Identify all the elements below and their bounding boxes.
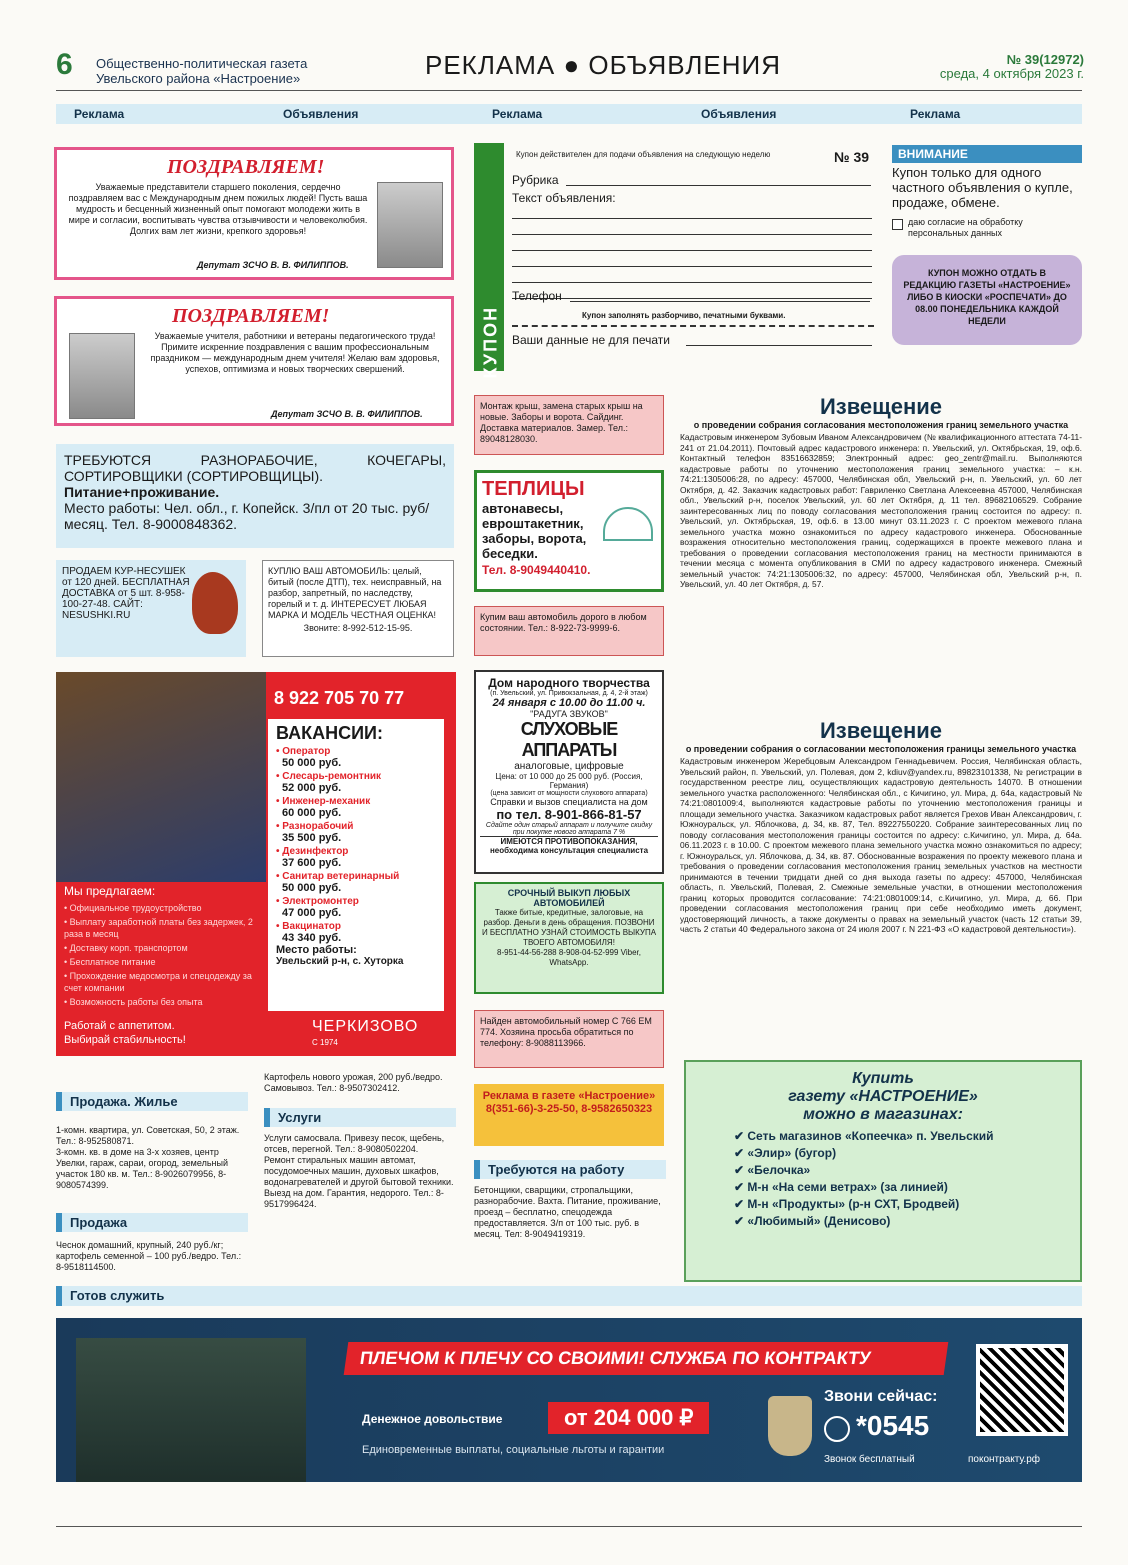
greenhouse-text: автонавесы, евроштакетник, заборы, ворота, беседки. bbox=[482, 501, 587, 561]
classifieds-mid bbox=[264, 1072, 456, 1210]
ad-text-label: Текст объявления: bbox=[512, 191, 616, 205]
call-label: Звони сейчас: bbox=[824, 1388, 938, 1405]
notice-1-title: Извещение bbox=[819, 394, 943, 419]
attention-text: Купон только для одного частного объявления о купле, продаже, обмене. bbox=[892, 165, 1073, 210]
strip-item: Реклама bbox=[74, 107, 125, 121]
rubric-label: Рубрика bbox=[512, 173, 559, 187]
vacancy-pay: 43 340 руб. bbox=[282, 932, 342, 944]
call-free: Звонок бесплатный bbox=[824, 1454, 915, 1465]
consent-checkbox[interactable] bbox=[892, 219, 903, 230]
list-item: Услуги самосвала. Привезу песок, щебень, отсев, перегной. Тел.: 8-9080502204. bbox=[264, 1133, 445, 1154]
shops-list bbox=[694, 1128, 1072, 1230]
congrats-title: ПОЗДРАВЛЯЕМ! bbox=[172, 305, 330, 327]
vacancy-pay: 60 000 руб. bbox=[282, 807, 342, 819]
attention-head: ВНИМАНИЕ bbox=[892, 145, 1082, 163]
phone-label: Телефон bbox=[512, 289, 562, 303]
classifieds-left bbox=[56, 1084, 248, 1273]
deputy-photo bbox=[69, 333, 135, 419]
bottom-rule bbox=[56, 1526, 1082, 1527]
greenhouse-phone: Тел. 8-9049440410. bbox=[482, 563, 591, 577]
list-item: 1-комн. квартира, ул. Советская, 50, 2 этаж. Тел.: 8-952580871. bbox=[56, 1125, 240, 1146]
soldiers-photo bbox=[76, 1338, 306, 1482]
hearing-trade: Сдайте один старый аппарат и получите скидку при покупке нового аппарата 7 % bbox=[485, 822, 653, 836]
vacancy-pay: 50 000 руб. bbox=[282, 882, 342, 894]
shops-title-2: газету «НАСТРОЕНИЕ» bbox=[788, 1088, 978, 1105]
cherkizovo-ad bbox=[56, 672, 456, 1056]
shops-title-1: Купить bbox=[852, 1070, 914, 1087]
paper-name bbox=[96, 56, 307, 86]
ad-info bbox=[474, 1084, 664, 1146]
rubric-field[interactable] bbox=[566, 185, 871, 186]
work-place-label: Место работы: bbox=[276, 944, 357, 956]
strip-item: Реклама bbox=[910, 107, 961, 121]
buy-car-ad-2 bbox=[474, 606, 664, 656]
army-site: поконтракту.рф bbox=[968, 1454, 1040, 1465]
work-place: Увельский р-н, с. Хуторка bbox=[276, 956, 404, 967]
vacancy-pay: 47 000 руб. bbox=[282, 907, 342, 919]
list-item: Бетонщики, сварщики, стропальщики, разнорабочие. Вахта. Питание, проживание, проезд – бесплатно, спецодежда предоставляется. З/п от 100 тыс. руб. в месяц. Тел: 8-9049419319. bbox=[474, 1185, 661, 1239]
section-services: Услуги bbox=[264, 1108, 456, 1127]
congrats-sign: Депутат ЗСЧО В. В. ФИЛИППОВ. bbox=[271, 409, 423, 419]
car-buyout-phone: 8-951-44-56-288 8-908-04-52-999 Viber, WhatsApp. bbox=[497, 948, 641, 967]
vacancy-panel bbox=[268, 686, 444, 1006]
vacancy-pay: 50 000 руб. bbox=[282, 757, 342, 769]
greenhouse-title: ТЕПЛИЦЫ bbox=[482, 478, 585, 500]
hearing-date: 24 января с 10.00 до 11.00 ч. bbox=[492, 697, 646, 709]
offer-item: • Бесплатное питание bbox=[64, 957, 156, 967]
offer-item: • Официальное трудоустройство bbox=[64, 903, 202, 913]
qr-code bbox=[976, 1344, 1068, 1436]
offer-item: • Выплату заработной платы без задержек, 2 раза в месяц bbox=[64, 917, 253, 939]
slogan-2: Выбирай стабильность! bbox=[64, 1034, 186, 1046]
ad-text-field[interactable] bbox=[512, 203, 872, 303]
workers-line1: ТРЕБУЮТСЯ РАЗНОРАБОЧИЕ, КОЧЕГАРЫ, СОРТИРОВЩИКИ (СОРТИРОВЩИЦЫ). bbox=[64, 452, 446, 484]
hearing-price: Цена: от 10 000 до 25 000 руб. (Россия, Германия) bbox=[495, 772, 643, 790]
notice-1 bbox=[680, 394, 1082, 590]
brand-name: ЧЕРКИЗОВО bbox=[312, 1018, 419, 1035]
shop-item: ✔ «Элир» (бугор) bbox=[734, 1146, 837, 1160]
roof-text: Монтаж крыш, замена старых крыш на новые. Заборы и ворота. Сайдинг. Доставка материалов. Замер. Тел.: 89048128030. bbox=[480, 401, 643, 444]
shops-ad bbox=[684, 1060, 1082, 1282]
car-buyout-title: СРОЧНЫЙ ВЫКУП ЛЮБЫХ АВТОМОБИЛЕЙ bbox=[507, 888, 631, 908]
private-label: Ваши данные не для печати bbox=[512, 333, 671, 347]
pay-label: Денежное довольствие bbox=[362, 1412, 503, 1426]
pay-amount: от 204 000 ₽ bbox=[548, 1402, 709, 1434]
workers-line3: Место работы: Чел. обл., г. Копейск. 3/пл от 20 тыс. руб/месяц. Тел. 8-9000848362. bbox=[64, 500, 430, 532]
section-housing: Продажа. Жилье bbox=[56, 1092, 248, 1111]
call-number: *0545 bbox=[856, 1410, 930, 1441]
hearing-phone: по тел. 8-901-866-81-57 bbox=[496, 807, 642, 822]
hearing-sub: аналоговые, цифровые bbox=[514, 761, 624, 772]
hearing-company: "РАДУГА ЗВУКОВ" bbox=[530, 709, 608, 719]
congrats-text: Уважаемые учителя, работники и ветераны педагогического труда! Примите искренние поздравления с вашим профессиональным праздником — международным днем учителя! Желаю вам здоровья, успехов, оптимизма и новых творческих свершений. bbox=[150, 331, 440, 374]
phone-banner: 8 922 705 70 77 bbox=[268, 686, 444, 711]
hen-icon bbox=[192, 572, 238, 634]
hens-ad bbox=[56, 560, 246, 657]
congrats-teachers bbox=[54, 296, 454, 426]
buy-car-phone: Звоните: 8-992-512-15-95. bbox=[303, 623, 413, 633]
strip-item: Реклама bbox=[492, 107, 543, 121]
vacancy-name: • Вакцинатор bbox=[276, 921, 341, 932]
found-plate-text: Найден автомобильный номер С 766 ЕМ 774. Хозяина просьба обратиться по телефону: 8-9088113966. bbox=[480, 1016, 652, 1048]
issue-date: среда, 4 октября 2023 г. bbox=[939, 66, 1084, 81]
workers-line2: Питание+проживание. bbox=[64, 484, 220, 500]
vacancy-name: • Санитар ветеринарный bbox=[276, 871, 400, 882]
classifieds-jobs bbox=[474, 1160, 666, 1240]
shops-title-3: можно в магазинах: bbox=[803, 1106, 963, 1123]
shop-item: ✔ М-н «На семи ветрах» (за линией) bbox=[734, 1180, 948, 1194]
roof-ad bbox=[474, 395, 664, 455]
offer-item: • Прохождение медосмотра и спецодежду за счет компании bbox=[64, 971, 252, 993]
hearing-call: Справки и вызов специалиста на дом bbox=[490, 797, 648, 807]
army-emblem bbox=[768, 1396, 812, 1456]
car-buyout-text: Также битые, кредитные, залоговые, на разбор. Деньги в день обращения. ПОЗВОНИ И БЕСПЛАТНО УЗНАЙ СТОИМОСТЬ ВЫКУПА ТВОЕГО АВТОМОБИЛЯ! bbox=[481, 908, 657, 947]
section-strip bbox=[56, 104, 1082, 124]
section-sale: Продажа bbox=[56, 1213, 248, 1232]
ad-info-text: Реклама в газете «Настроение» 8(351-66)-3-25-50, 8-9582650323 bbox=[482, 1090, 656, 1115]
vacancy-pay: 35 500 руб. bbox=[282, 832, 342, 844]
phone-icon bbox=[824, 1416, 850, 1442]
notice-2-sub: о проведении собрания о согласовании местоположения границы земельного участка bbox=[685, 744, 1077, 754]
list-item: Ремонт стиральных машин автомат, посудомоечных машин, духовых шкафов, водонагревателей и другой бытовой техники. Выезд на дом. Гарантия, недорого. Тел.: 8-9517996424. bbox=[264, 1155, 454, 1209]
coupon-number: № 39 bbox=[834, 149, 870, 165]
coupon bbox=[474, 143, 1084, 379]
hearing-addr: (п. Увельский, ул. Привокзальная, д. 4, 2-й этаж) bbox=[490, 690, 648, 697]
buy-car-ad bbox=[262, 560, 454, 657]
issue-number: № 39(12972) bbox=[1006, 52, 1084, 67]
buy-car-2-text: Купим ваш автомобиль дорого в любом состоянии. Тел.: 8-922-73-9999-6. bbox=[480, 612, 647, 633]
list-item: Чеснок домашний, крупный, 240 руб./кг; картофель семенной – 100 руб./ведро. Тел.: 8-9518114500. bbox=[56, 1240, 242, 1272]
list-item: Картофель нового урожая, 200 руб./ведро. Самовывоз. Тел.: 8-9507302412. bbox=[264, 1072, 443, 1093]
list-item: 3-комн. кв. в доме на 3-х хозяев, центр Увелки, гараж, сараи, огород, земельный участок 180 кв. м. Тел.: 8-9026079956, 8-9080574399. bbox=[56, 1147, 228, 1190]
notice-2 bbox=[680, 718, 1082, 935]
page-number: 6 bbox=[56, 48, 73, 81]
army-banner bbox=[56, 1318, 1082, 1482]
hens-text: ПРОДАЕМ КУР-НЕСУШЕК от 120 дней. БЕСПЛАТНАЯ ДОСТАВКА от 5 шт. 8-958-100-27-48. САЙТ: NESUSHKI.RU bbox=[62, 566, 190, 621]
vacancy-name: • Инженер-механик bbox=[276, 796, 371, 807]
army-headline: ПЛЕЧОМ К ПЛЕЧУ СО СВОИМИ! СЛУЖБА ПО КОНТРАКТУ bbox=[344, 1342, 949, 1375]
offer-title: Мы предлагаем: bbox=[64, 884, 156, 898]
strip-item: Объявления bbox=[701, 107, 777, 121]
congrats-sign: Депутат ЗСЧО В. В. ФИЛИППОВ. bbox=[197, 260, 349, 270]
private-field[interactable] bbox=[686, 345, 872, 346]
shop-item: ✔ «Белочка» bbox=[734, 1163, 811, 1177]
greenhouse-ad bbox=[474, 470, 664, 592]
army-extras: Единовременные выплаты, социальные льготы и гарантии bbox=[362, 1444, 665, 1456]
hearing-contra: ИМЕЮТСЯ ПРОТИВОПОКАЗАНИЯ, необходима консультация специалиста bbox=[480, 836, 658, 855]
buy-car-text: КУПЛЮ ВАШ АВТОМОБИЛЬ: целый, битый (после ДТП), тех. неисправный, на разбор, запретный, по наследству, горелый и т. д. ИНТЕРЕСУЕТ ЛЮБАЯ МАРКА И МОДЕЛЬ ЧЕСТНАЯ ОЦЕНКА! bbox=[268, 566, 442, 620]
vacancy-pay: 37 600 руб. bbox=[282, 857, 342, 869]
shop-item: ✔ Сеть магазинов «Копеечка» п. Увельский bbox=[734, 1129, 994, 1143]
coupon-valid: Купон действителен для подачи объявления на следующую неделю bbox=[516, 150, 771, 159]
vacancy-pay: 52 000 руб. bbox=[282, 782, 342, 794]
vacancy-name: • Дезинфектор bbox=[276, 846, 349, 857]
vacancy-name: • Оператор bbox=[276, 746, 331, 757]
hearing-aid-ad bbox=[474, 670, 664, 874]
paper-line-1: Общественно-политическая газета bbox=[96, 56, 308, 71]
hearing-venue: Дом народного творчества bbox=[488, 676, 650, 690]
congrats-elderly bbox=[54, 147, 454, 280]
offer-list bbox=[64, 900, 264, 1008]
slogan-1: Работай с аппетитом. bbox=[64, 1020, 175, 1032]
fill-hint: Купон заполнять разборчиво, печатными буквами. bbox=[582, 311, 786, 320]
shop-item: ✔ М-н «Продукты» (р-н СХТ, Бродвей) bbox=[734, 1197, 960, 1211]
shop-item: ✔ «Любимый» (Денисово) bbox=[734, 1214, 891, 1228]
brand-since: С 1974 bbox=[312, 1038, 338, 1047]
offer-item: • Возможность работы без опыта bbox=[64, 997, 203, 1007]
vacancy-name: • Электромонтер bbox=[276, 896, 359, 907]
notice-1-sub: о проведении собрания согласования местоположения границ земельного участка bbox=[693, 420, 1069, 430]
strip-item: Объявления bbox=[283, 107, 359, 121]
section-jobs: Требуются на работу bbox=[474, 1160, 666, 1179]
workers-photo bbox=[56, 672, 266, 882]
hearing-note: (цена зависит от мощности слухового аппарата) bbox=[490, 790, 648, 797]
notice-2-body: Кадастровым инженером Жеребцовым Александром Геннадьевичем. Россия, Челябинская область, Увельский район, п. Увельский, ул. Полевая, дом 2, kdiuv@yandex.ru, 89823101338, № регистрации в государственном реестре лиц, осуществляющих кадастровую деятельность 14070. В отношении земельного участка расположенного: Челябинская обл., с Кичигино, ул. Мира, д. 64а, кадастровый № 74:21:0801009:4, выполняются кадастровые работы по уточнению местоположения границы и площади земельного участка. Заказчиком кадастровых работ является Грехов Иван Александрович, г. Южноуральск, ул. Яблочкова, д. 34, кв. 87, Тел. 89227550220. Собрание заинтересованных лиц по поводу согласования местоположения границы состоится по адресу: с.Кичигино, ул. Мира, д. 64а. 06.11.2023 г. в 10.00. С проектом межевого плана земельного участка можно ознакомиться по адресу; г. Южноуральск, ул. Яблочкова, д. 34, кв. 87. Обоснованные возражения по проекту межевого плана и требования о проведении согласования местоположения границ земельных участков на местности принимаются в течении тридцати дней со дня выхода газеты по адресу: 457000, Челябинская область, п. Увельский, Полевая, 2. Смежные земельные участки, в отношении местоположения границ которых проводится согласование: 74:21:0801009:14, с.Кичигино, ул. Мира, д. 66. При проведении согласования местоположения границ при себе необходимо иметь документ, удостоверяющий личность, а также документы о правах на земельный участок (часть 12 статьи 39, часть 2 статьи 40 Федерального закона от 24 июля 2007 г. N 221-ФЗ «О кадастровой деятельности»). bbox=[680, 756, 1082, 934]
coupon-divider bbox=[512, 325, 874, 327]
notice-1-body: Кадастровым инженером Зубовым Иваном Александровичем (№ квалификационного аттестата 74-11-241 от 21.04.2011). Почтовый адрес кадастрового инженера: п. Увельский, ул. Октябрьская, 19, оф.6. Контактный телефон 83516632859; Электронный адрес: geo_zentr@mail.ru. Выполняются кадастровые работы по уточнению местоположения границ земельного участка: – к.н. 74:21:1305006:28, по адресу: 457000, Челябинская обл, Увельский р-н, п. Увельский, ул. 60 лет Октября, д. 42. Заказчик кадастровых работ: Гавриленко Светлана Алексеевна 457000, Челябинская обл., Увельский р-н, поселок Увельский, ул. 60 лет Октября, д. 11 тел. 89682106529. Собрание заинтересованных лиц по поводу согласования местоположения границ состоится по адресу: п. Увельский, ул. Октябрьская, 19, оф.6. в 13.00 минут 03.11.2023 г. С проектом межевого плана земельного участка можно ознакомиться по адресу кадастрового инженера. Обоснованные возражения относительно местоположения границ, содержащихся в проекте межевого плана и требования о проведении согласования местоположения границ на местности принимаются в течении месяца с момента опубликования в СМИ по адресу кадастрового инженера. Смежный земельный участок: 74:21:1305006:32, по адресу: 457000, Челябинская обл, Увельский р-н, п. Увельский, ул. 40 лет Октября, д. 57. bbox=[680, 432, 1082, 589]
vacancy-list bbox=[276, 746, 436, 944]
coupon-side-label: КУПОН bbox=[480, 305, 501, 379]
hearing-title: СЛУХОВЫЕ АППАРАТЫ bbox=[520, 719, 618, 760]
deputy-photo bbox=[377, 182, 443, 268]
congrats-title: ПОЗДРАВЛЯЕМ! bbox=[167, 156, 325, 178]
found-plate-ad bbox=[474, 1010, 664, 1068]
offer-item: • Доставку корп. транспортом bbox=[64, 943, 188, 953]
consent-label: даю согласие на обработку персональных данных bbox=[908, 217, 1023, 238]
paper-line-2: Увельского района «Настроение» bbox=[96, 71, 301, 86]
header-rule bbox=[56, 90, 1082, 91]
vacancy-name: • Разнорабочий bbox=[276, 821, 354, 832]
notice-2-title: Извещение bbox=[819, 718, 943, 743]
section-title: РЕКЛАМА ● ОБЪЯВЛЕНИЯ bbox=[425, 50, 781, 80]
vacancy-title: ВАКАНСИИ: bbox=[276, 723, 383, 743]
car-buyout-ad bbox=[474, 882, 664, 994]
workers-ad bbox=[56, 444, 454, 548]
congrats-text: Уважаемые представители старшего поколения, сердечно поздравляем вас с Международным днем пожилых людей! Пусть ваша мудрость и бесценный жизненный опыт помогают молодежи жить в мире и согласии, воспитывать чувства отзывчивости и человеколюбия. Долгих вам лет жизни, крепкого здоровья! bbox=[68, 182, 368, 236]
section-ready: Готов служить bbox=[56, 1286, 1082, 1306]
vacancy-name: • Слесарь-ремонтник bbox=[276, 771, 382, 782]
phone-field[interactable] bbox=[570, 301, 870, 302]
coupon-where: КУПОН МОЖНО ОТДАТЬ В РЕДАКЦИЮ ГАЗЕТЫ «НАСТРОЕНИЕ» ЛИБО В КИОСКИ «РОСПЕЧАТИ» ДО 08.00 ПОНЕДЕЛЬНИКА КАЖДОЙ НЕДЕЛИ bbox=[892, 255, 1082, 345]
